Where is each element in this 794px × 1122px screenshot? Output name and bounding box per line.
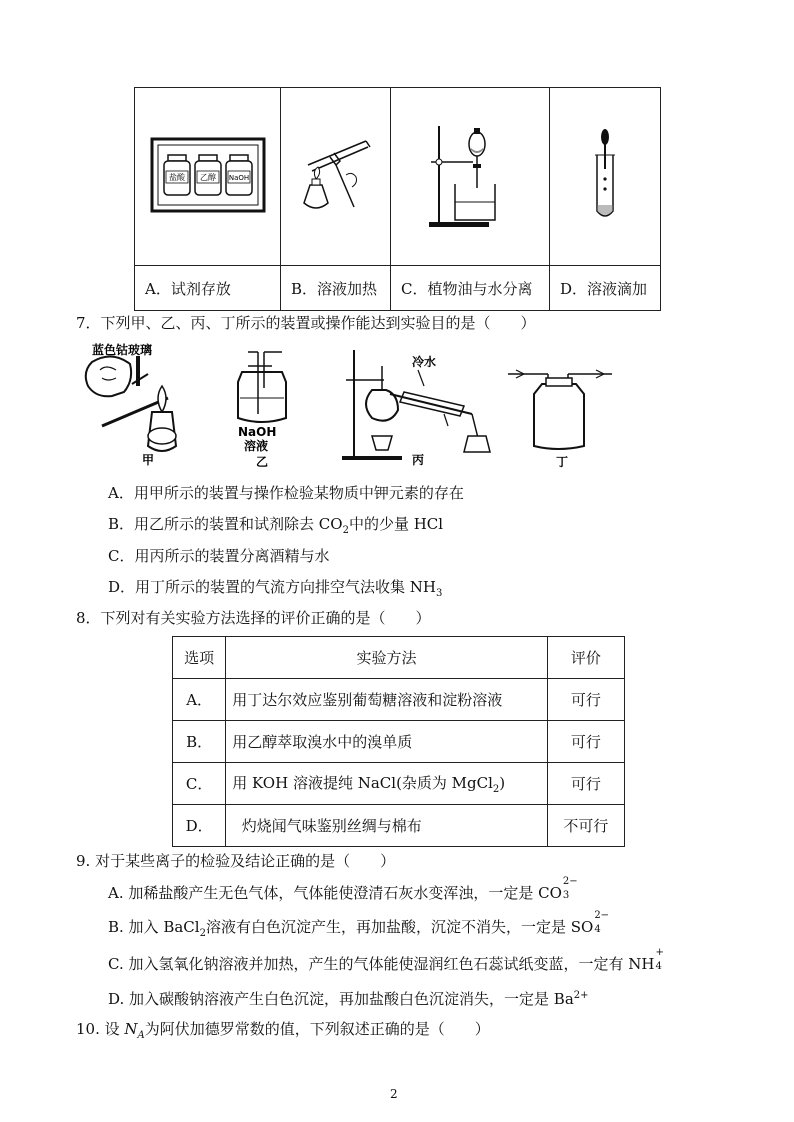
q10-na-sub: A <box>137 1030 145 1041</box>
q6-image-d <box>550 88 661 266</box>
q9-option-d-sup: 2+ <box>573 990 589 1001</box>
q6-option-d: D．溶液滴加 <box>550 266 661 311</box>
q7-option-c: C．用丙所示的装置分离酒精与水 <box>108 547 330 565</box>
q9-option-b-text: B. 加入 BaCl <box>108 918 200 936</box>
apparatus-jia <box>86 342 176 467</box>
bottle-label-2: 乙醇 <box>199 172 216 182</box>
q7-option-b <box>108 513 443 536</box>
q8-table <box>172 636 625 847</box>
q9-option-c-sub: 4 <box>655 961 662 972</box>
q9-option-a <box>108 876 578 903</box>
dropper-figure <box>585 125 625 225</box>
row-option: C． <box>173 763 226 805</box>
q9-option-b <box>108 910 610 939</box>
q10-na-symbol: N <box>124 1020 138 1038</box>
q10-stem <box>76 1018 490 1041</box>
row-method <box>226 763 547 805</box>
q9-option-c-text: C. 加入氢氧化钠溶液并加热，产生的气体能使湿润红色石蕊试纸变蓝，一定有 NH <box>108 955 655 973</box>
row-eval: 可行 <box>547 679 624 721</box>
apparatus-bing <box>342 350 490 467</box>
q6-options-table <box>134 87 661 311</box>
q9-option-b-text2: 溶液有白色沉淀产生，再加盐酸，沉淀不消失，一定是 SO <box>205 918 594 936</box>
row-eval: 可行 <box>547 721 624 763</box>
q6-option-b: B．溶液加热 <box>281 266 391 311</box>
header-eval: 评价 <box>547 637 624 679</box>
row-method: 用乙醇萃取溴水中的溴单质 <box>226 721 547 763</box>
row-eval: 不可行 <box>547 805 624 847</box>
row-option: B． <box>173 721 226 763</box>
label-ding: 丁 <box>556 455 569 469</box>
row-method: 灼烧闻气味鉴别丝绸与棉布 <box>226 805 547 847</box>
q7-option-b-sub: 2 <box>342 525 349 536</box>
q9-option-c-sup: + <box>655 947 664 958</box>
apparatus-ding <box>508 370 612 469</box>
q7-option-d-text: D．用丁所示的装置的气流方向排空气法收集 NH <box>108 578 437 596</box>
q7-option-d-sub: 3 <box>436 588 443 599</box>
table-row <box>173 679 625 721</box>
row-method-text2: ) <box>499 774 506 792</box>
row-method: 用丁达尔效应鉴别葡萄糖溶液和淀粉溶液 <box>226 679 547 721</box>
q7-option-a: A．用甲所示的装置与操作检验某物质中钾元素的存在 <box>108 484 464 502</box>
row-method-sub: 2 <box>492 784 500 795</box>
q9-option-a-sub: 3 <box>562 890 570 901</box>
q10-text-pre: 10. 设 <box>76 1020 125 1038</box>
q7-option-b-text2: 中的少量 HCl <box>348 515 444 533</box>
table-row <box>173 805 625 847</box>
q9-option-d-text: D. 加入碳酸钠溶液产生白色沉淀，再加盐酸白色沉淀消失，一定是 Ba <box>108 990 574 1008</box>
q9-option-c <box>108 947 666 974</box>
separatory-funnel-figure <box>425 120 515 230</box>
q9-option-c-ion <box>654 947 666 972</box>
cobalt-glass-label: 蓝色钴玻璃 <box>92 343 153 357</box>
row-option: D． <box>173 805 226 847</box>
heating-figure <box>296 135 376 215</box>
label-yi: 乙 <box>256 455 269 469</box>
q7-option-b-text: B．用乙所示的装置和试剂除去 CO <box>108 515 343 533</box>
naoh-label: NaOH <box>238 425 277 439</box>
label-bing: 丙 <box>412 453 425 467</box>
solution-label: 溶液 <box>244 439 269 453</box>
q7-option-d <box>108 576 442 599</box>
q9-option-b-ion <box>593 910 610 935</box>
q8-stem: 8．下列对有关实验方法选择的评价正确的是（ ） <box>76 609 431 627</box>
q6-image-c <box>391 88 550 266</box>
q6-image-a <box>135 88 281 266</box>
q9-option-a-sup: 2− <box>562 876 578 887</box>
q6-image-b <box>281 88 391 266</box>
table-row <box>173 763 625 805</box>
row-option: A． <box>173 679 226 721</box>
apparatus-yi <box>238 352 286 469</box>
q9-option-b-sub1: 2 <box>199 928 206 939</box>
q7-apparatus-figure <box>72 342 642 470</box>
header-option: 选项 <box>173 637 226 679</box>
q9-option-d <box>108 988 589 1009</box>
q9-stem: 9. 对于某些离子的检验及结论正确的是（ ） <box>76 852 396 870</box>
table-row <box>173 721 625 763</box>
q10-text-post: 为阿伏加德罗常数的值，下列叙述正确的是（ ） <box>144 1020 490 1038</box>
label-jia: 甲 <box>142 453 155 467</box>
table-header-row <box>173 637 625 679</box>
reagent-shelf-figure <box>148 135 268 215</box>
q6-option-c: C．植物油与水分离 <box>391 266 550 311</box>
q9-option-a-text: A. 加稀盐酸产生无色气体，气体能使澄清石灰水变浑浊，一定是 CO <box>108 884 562 902</box>
page-number: 2 <box>390 1087 398 1101</box>
q9-option-b-sup: 2− <box>594 910 610 921</box>
q6-option-a: A．试剂存放 <box>135 266 281 311</box>
q7-stem: 7．下列甲、乙、丙、丁所示的装置或操作能达到实验目的是（ ） <box>76 314 536 332</box>
q9-option-a-ion <box>562 876 578 901</box>
row-method-text: 用 KOH 溶液提纯 NaCl(杂质为 MgCl <box>232 774 493 792</box>
q9-option-b-sub2: 4 <box>594 924 601 935</box>
bottle-label-3: NaOH <box>228 173 249 182</box>
cold-water-label: 冷水 <box>412 355 437 369</box>
row-eval: 可行 <box>547 763 624 805</box>
bottle-label-1: 盐酸 <box>168 172 185 182</box>
header-method: 实验方法 <box>226 637 547 679</box>
